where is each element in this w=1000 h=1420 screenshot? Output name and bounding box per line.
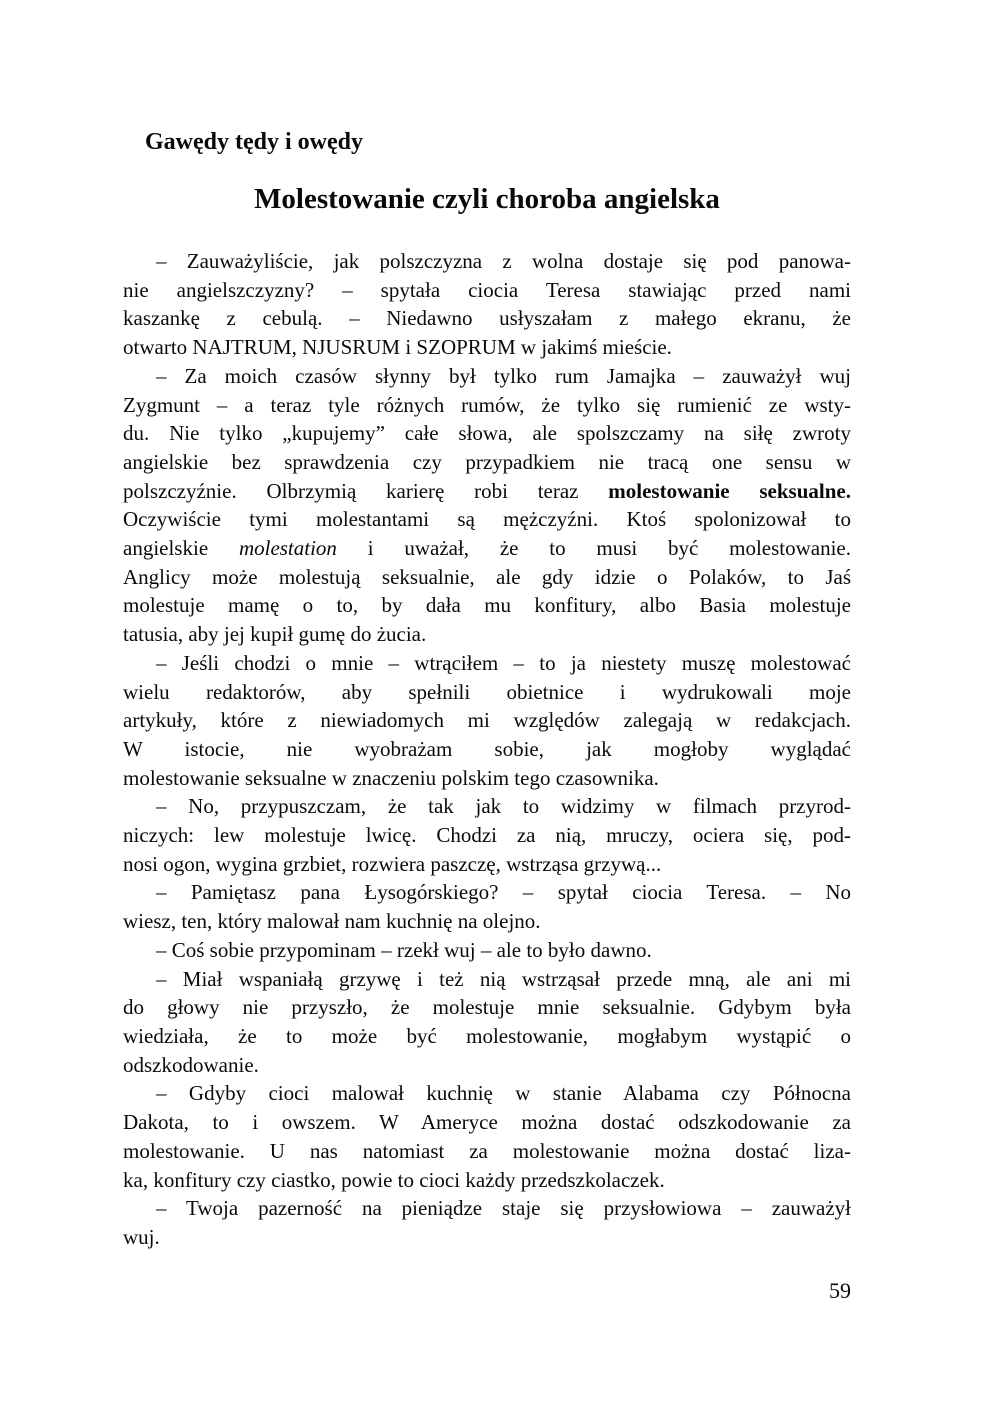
paragraph (123, 792, 851, 878)
text-line (123, 1137, 851, 1166)
text-line (123, 362, 851, 391)
text-line (123, 419, 851, 448)
text-line (123, 706, 851, 735)
italic-run: molestation (238, 536, 337, 561)
text-run: Zygmunt – a teraz tyle różnych rumów, że tylko się rumienić ze wsty- (123, 392, 851, 417)
text-line (123, 821, 851, 850)
text-run: Dakota, to i owszem. W Ameryce można dostać odszkodowanie za (123, 1110, 851, 1135)
text-line (123, 965, 851, 994)
text-line (123, 304, 851, 333)
text-run: – Zauważyliście, jak polszczyzna z wolna dostaje się pod panowa- (156, 249, 851, 273)
text-run: du. Nie tylko „kupujemy” całe słowa, ale spolszczamy na siłę zwroty (123, 421, 851, 446)
text-run: – Pamiętasz pana Łysogórskiego? – spytał ciocia Teresa. – No (156, 880, 851, 905)
text-line (123, 591, 851, 620)
text-line (123, 276, 851, 305)
text-run: – Gdyby cioci malował kuchnię w stanie Alabama czy Północna (156, 1081, 851, 1106)
text-line (123, 764, 851, 793)
text-line (123, 1166, 851, 1195)
text-run: wiedziała, że to może być molestowanie, mogłabym wystąpić o (123, 1023, 851, 1048)
text-run: angielskie bez sprawdzenia czy przypadkiem nie tracą one sensu w (123, 449, 851, 474)
text-run: – Miał wspaniałą grzywę i też nią wstrząsał przede mną, ale ani mi (156, 966, 851, 991)
bold-run: molestowanie seksualne. (608, 478, 851, 503)
text-run: – Twoja pazerność na pieniądze staje się przysłowiowa – zauważył (156, 1196, 851, 1221)
text-run: molestowanie. U nas natomiast za molestowanie można dostać liza- (123, 1138, 851, 1163)
text-line (123, 1051, 851, 1080)
paragraph (123, 965, 851, 1080)
text-line (123, 505, 851, 534)
text-run: – Coś sobie przypominam – rzekł wuj – ale to było dawno. (156, 937, 652, 962)
page-number: 59 (829, 1278, 851, 1303)
text-run: nie angielszczyzny? – spytała ciocia Teresa stawiając przed nami (123, 277, 851, 302)
text-run: wiesz, ten, który malował nam kuchnię na olejno. (123, 909, 541, 934)
text-run: ka, konfitury czy ciastko, powie to cioci każdy przedszkolaczek. (123, 1167, 665, 1192)
text-run: polszczyźnie. Olbrzymią karierę robi teraz (123, 478, 609, 503)
paragraph (123, 649, 851, 793)
text-line (123, 333, 851, 362)
text-run: tatusia, aby jej kupił gumę do żucia. (123, 622, 427, 647)
body-text (123, 247, 851, 1252)
text-line (123, 649, 851, 678)
text-run: molestuje mamę o to, by dała mu konfitury, albo Basia molestuje (123, 593, 851, 618)
text-run: wielu redaktorów, aby spełnili obietnice i wydrukowali moje (123, 679, 851, 704)
text-run: niczych: lew molestuje lwicę. Chodzi za nią, mruczy, ociera się, pod- (123, 823, 851, 848)
text-run: – No, przypuszczam, że tak jak to widzimy w filmach przyrod- (156, 794, 851, 819)
text-line (123, 448, 851, 477)
text-run: – Jeśli chodzi o mnie – wtrąciłem – to ja niestety muszę molestować (156, 650, 851, 675)
text-line (123, 534, 851, 563)
text-line (123, 735, 851, 764)
paragraph (123, 247, 851, 362)
text-line (123, 1108, 851, 1137)
text-run: odszkodowanie. (123, 1052, 259, 1077)
text-run: Anglicy może molestują seksualnie, ale gdy idzie o Polaków, to Jaś (123, 564, 851, 589)
text-line (123, 247, 851, 276)
text-line (123, 878, 851, 907)
text-run: W istocie, nie wyobrażam sobie, jak mogłoby wyglądać (123, 736, 851, 761)
text-run: otwarto NAJTRUM, NJUSRUM i SZOPRUM w jakimś mieście. (123, 335, 672, 360)
text-run: molestowanie seksualne w znaczeniu polskim tego czasownika. (123, 765, 659, 790)
text-line (123, 563, 851, 592)
text-line (123, 391, 851, 420)
text-line (123, 993, 851, 1022)
text-line (123, 907, 851, 936)
running-header: Gawędy tędy i owędy (145, 129, 363, 155)
text-run: artykuły, które z niewiadomych mi względów zalegają w redakcjach. (123, 708, 851, 733)
text-line (123, 1194, 851, 1223)
paragraph (123, 1079, 851, 1194)
text-run: i uważał, że to musi być molestowanie. (336, 536, 852, 561)
text-line (123, 1079, 851, 1108)
paragraph (123, 936, 851, 965)
paragraph (123, 1194, 851, 1251)
chapter-title: Molestowanie czyli choroba angielska (254, 183, 720, 215)
paragraph (123, 362, 851, 649)
text-run: wuj. (123, 1224, 160, 1249)
text-run: nosi ogon, wygina grzbiet, rozwiera paszczę, wstrząsa grzywą... (123, 851, 662, 876)
text-line (123, 1223, 851, 1252)
text-run: angielskie (123, 536, 239, 561)
text-run: – Za moich czasów słynny był tylko rum Jamajka – zauważył wuj (156, 363, 851, 388)
text-run: Oczywiście tymi molestantami są mężczyźni. Ktoś spolonizował to (123, 507, 851, 532)
text-line (123, 477, 851, 506)
text-line (123, 792, 851, 821)
text-line (123, 850, 851, 879)
text-line (123, 936, 851, 965)
text-run: kaszankę z cebulą. – Niedawno usłyszałam z małego ekranu, że (123, 306, 851, 331)
text-line (123, 620, 851, 649)
text-line (123, 678, 851, 707)
text-line (123, 1022, 851, 1051)
text-run: do głowy nie przyszło, że molestuje mnie seksualnie. Gdybym była (123, 995, 851, 1020)
paragraph (123, 878, 851, 935)
